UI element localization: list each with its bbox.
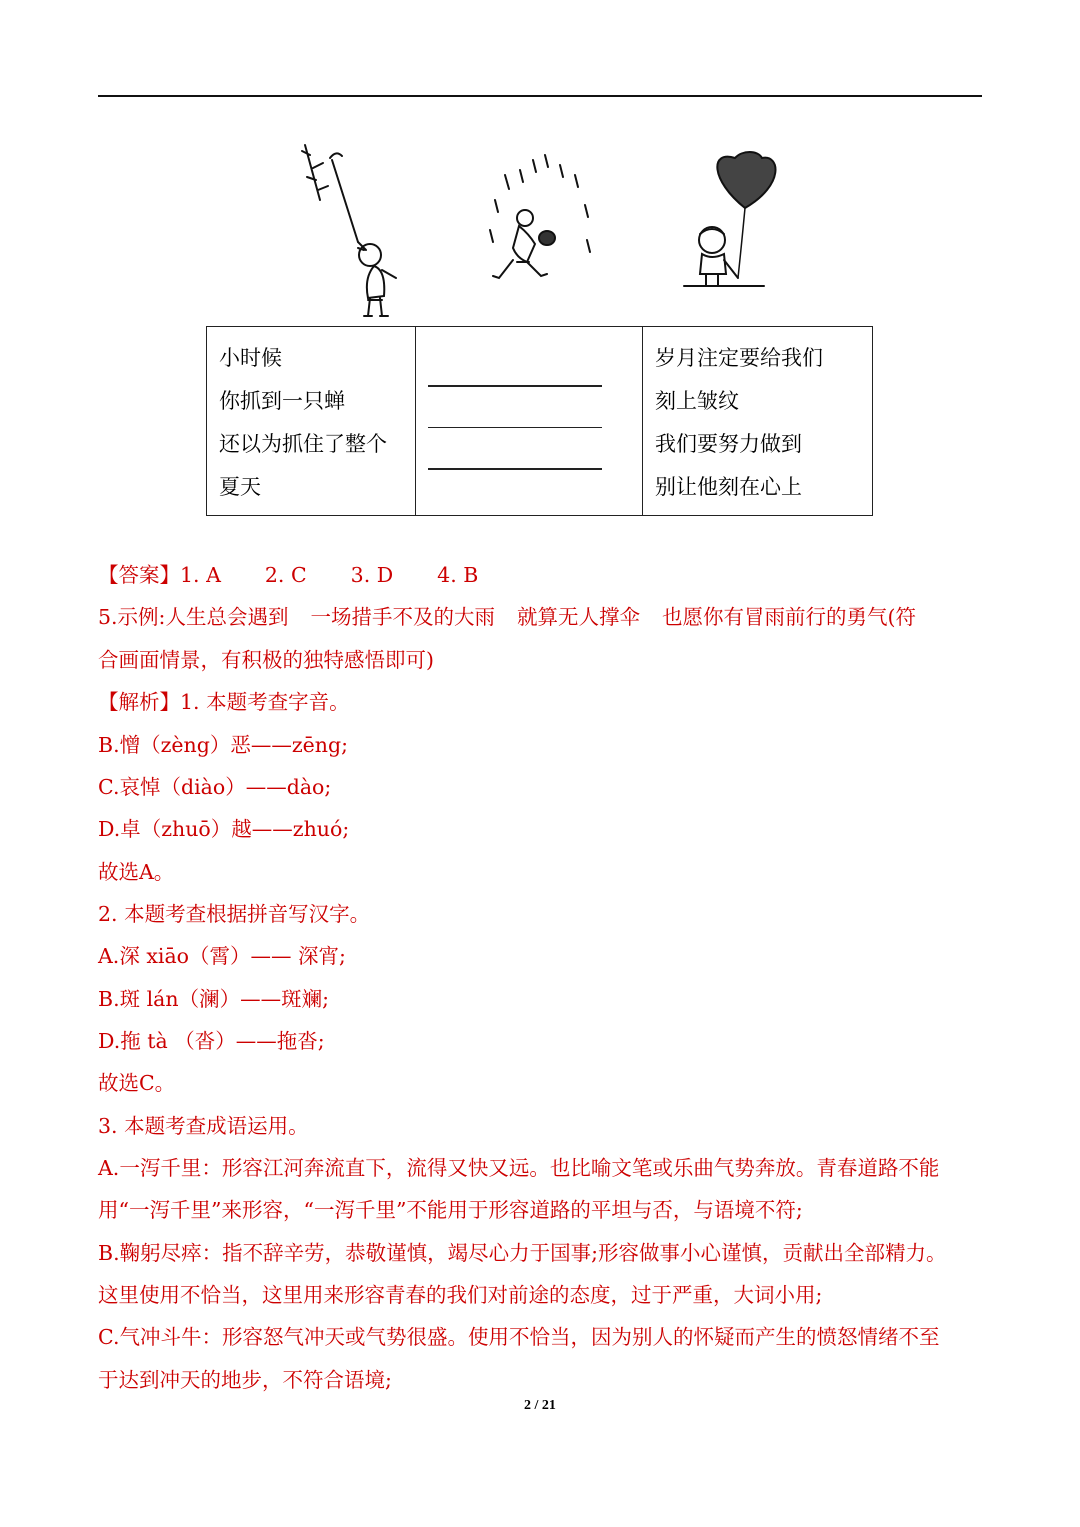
q1-option-b: B.憎（zèng）恶——zēng; bbox=[98, 733, 349, 757]
poem-blank-cell bbox=[416, 327, 643, 516]
q2-option-a: A.深 xiāo（霄）—— 深宵; bbox=[98, 944, 346, 968]
illustration-boy-rain bbox=[475, 130, 600, 320]
q5-example-line1 bbox=[98, 600, 998, 630]
page-number: 2 / 21 bbox=[524, 1398, 556, 1413]
analysis-heading bbox=[98, 685, 998, 715]
poem-right-cell bbox=[643, 327, 873, 516]
illustration-child-balloon bbox=[670, 130, 790, 320]
q5-part: 5.示例:人生总会遇到 bbox=[98, 605, 289, 629]
q1-title: 1. 本题考查字音。 bbox=[180, 690, 350, 714]
q2-conclusion: 故选C。 bbox=[98, 1071, 176, 1095]
poem-right-line: 我们要努力做到 bbox=[655, 432, 802, 456]
poem-left-line: 小时候 bbox=[219, 346, 282, 370]
q5-part: 一场措手不及的大雨 bbox=[310, 605, 495, 629]
poem-right-line: 刻上皱纹 bbox=[655, 389, 739, 413]
q3-option-a-line1: A.一泻千里：形容江河奔流直下，流得又快又远。也比喻文笔或乐曲气势奔放。青春道路不能 bbox=[98, 1156, 940, 1180]
q3-option-a-line2: 用“一泻千里”来形容，“一泻千里”不能用于形容道路的平坦与否，与语境不符; bbox=[98, 1198, 803, 1222]
q3-title: 3. 本题考查成语运用。 bbox=[98, 1114, 309, 1138]
q2-option-d: D.拖 tà （沓）——拖沓; bbox=[98, 1029, 325, 1053]
q3-option-b-line1: B.鞠躬尽瘁：指不辞辛劳，恭敬谨慎，竭尽心力于国事;形容做事小心谨慎，贡献出全部精力。 bbox=[98, 1241, 947, 1265]
boy-rain-drawing bbox=[475, 130, 600, 320]
q2-option-b: B.斑 lán（澜）——斑斓; bbox=[98, 987, 329, 1011]
boy-cicada-drawing bbox=[290, 130, 420, 320]
top-rule bbox=[98, 95, 982, 97]
answer-item: 4. B bbox=[437, 563, 479, 587]
q3-option-c-line1: C.气冲斗牛：形容怒气冲天或气势很盛。使用不恰当，因为别人的怀疑而产生的愤怒情绪不至 bbox=[98, 1325, 940, 1349]
q5-example-line2: 合画面情景，有积极的独特感悟即可) bbox=[98, 648, 434, 672]
q5-part: 就算无人撑伞 bbox=[516, 605, 640, 629]
poem-left-line: 夏天 bbox=[219, 475, 261, 499]
analysis-label: 【解析】 bbox=[98, 690, 180, 714]
q2-title: 2. 本题考查根据拼音写汉字。 bbox=[98, 902, 371, 926]
poem-right-line: 别让他刻在心上 bbox=[655, 475, 802, 499]
q3-option-b-line2: 这里使用不恰当，这里用来形容青春的我们对前途的态度，过于严重，大词小用; bbox=[98, 1283, 823, 1307]
q1-option-c: C.哀悼（diào）——dào; bbox=[98, 775, 332, 799]
q5-part: 也愿你有冒雨前行的勇气(符 bbox=[661, 605, 916, 629]
answer-line bbox=[98, 558, 998, 588]
poem-left-line: 你抓到一只蝉 bbox=[219, 389, 345, 413]
poem-left-line: 还以为抓住了整个 bbox=[219, 432, 387, 456]
q1-option-d: D.卓（zhuō）越——zhuó; bbox=[98, 817, 350, 841]
illustration-boy-cicada bbox=[290, 130, 420, 320]
poem-left-cell bbox=[207, 327, 416, 516]
answer-item: 3. D bbox=[350, 563, 394, 587]
q1-conclusion: 故选A。 bbox=[98, 860, 175, 884]
poem-table bbox=[206, 326, 873, 516]
answer-item: 2. C bbox=[264, 563, 307, 587]
child-balloon-drawing bbox=[670, 130, 790, 320]
fill-in-blank-line bbox=[428, 468, 602, 470]
answer-label: 【答案】 bbox=[98, 563, 180, 587]
answer-item: 1. A bbox=[180, 563, 221, 587]
q3-option-c-line2: 于达到冲天的地步，不符合语境; bbox=[98, 1368, 392, 1392]
poem-right-line: 岁月注定要给我们 bbox=[655, 346, 823, 370]
